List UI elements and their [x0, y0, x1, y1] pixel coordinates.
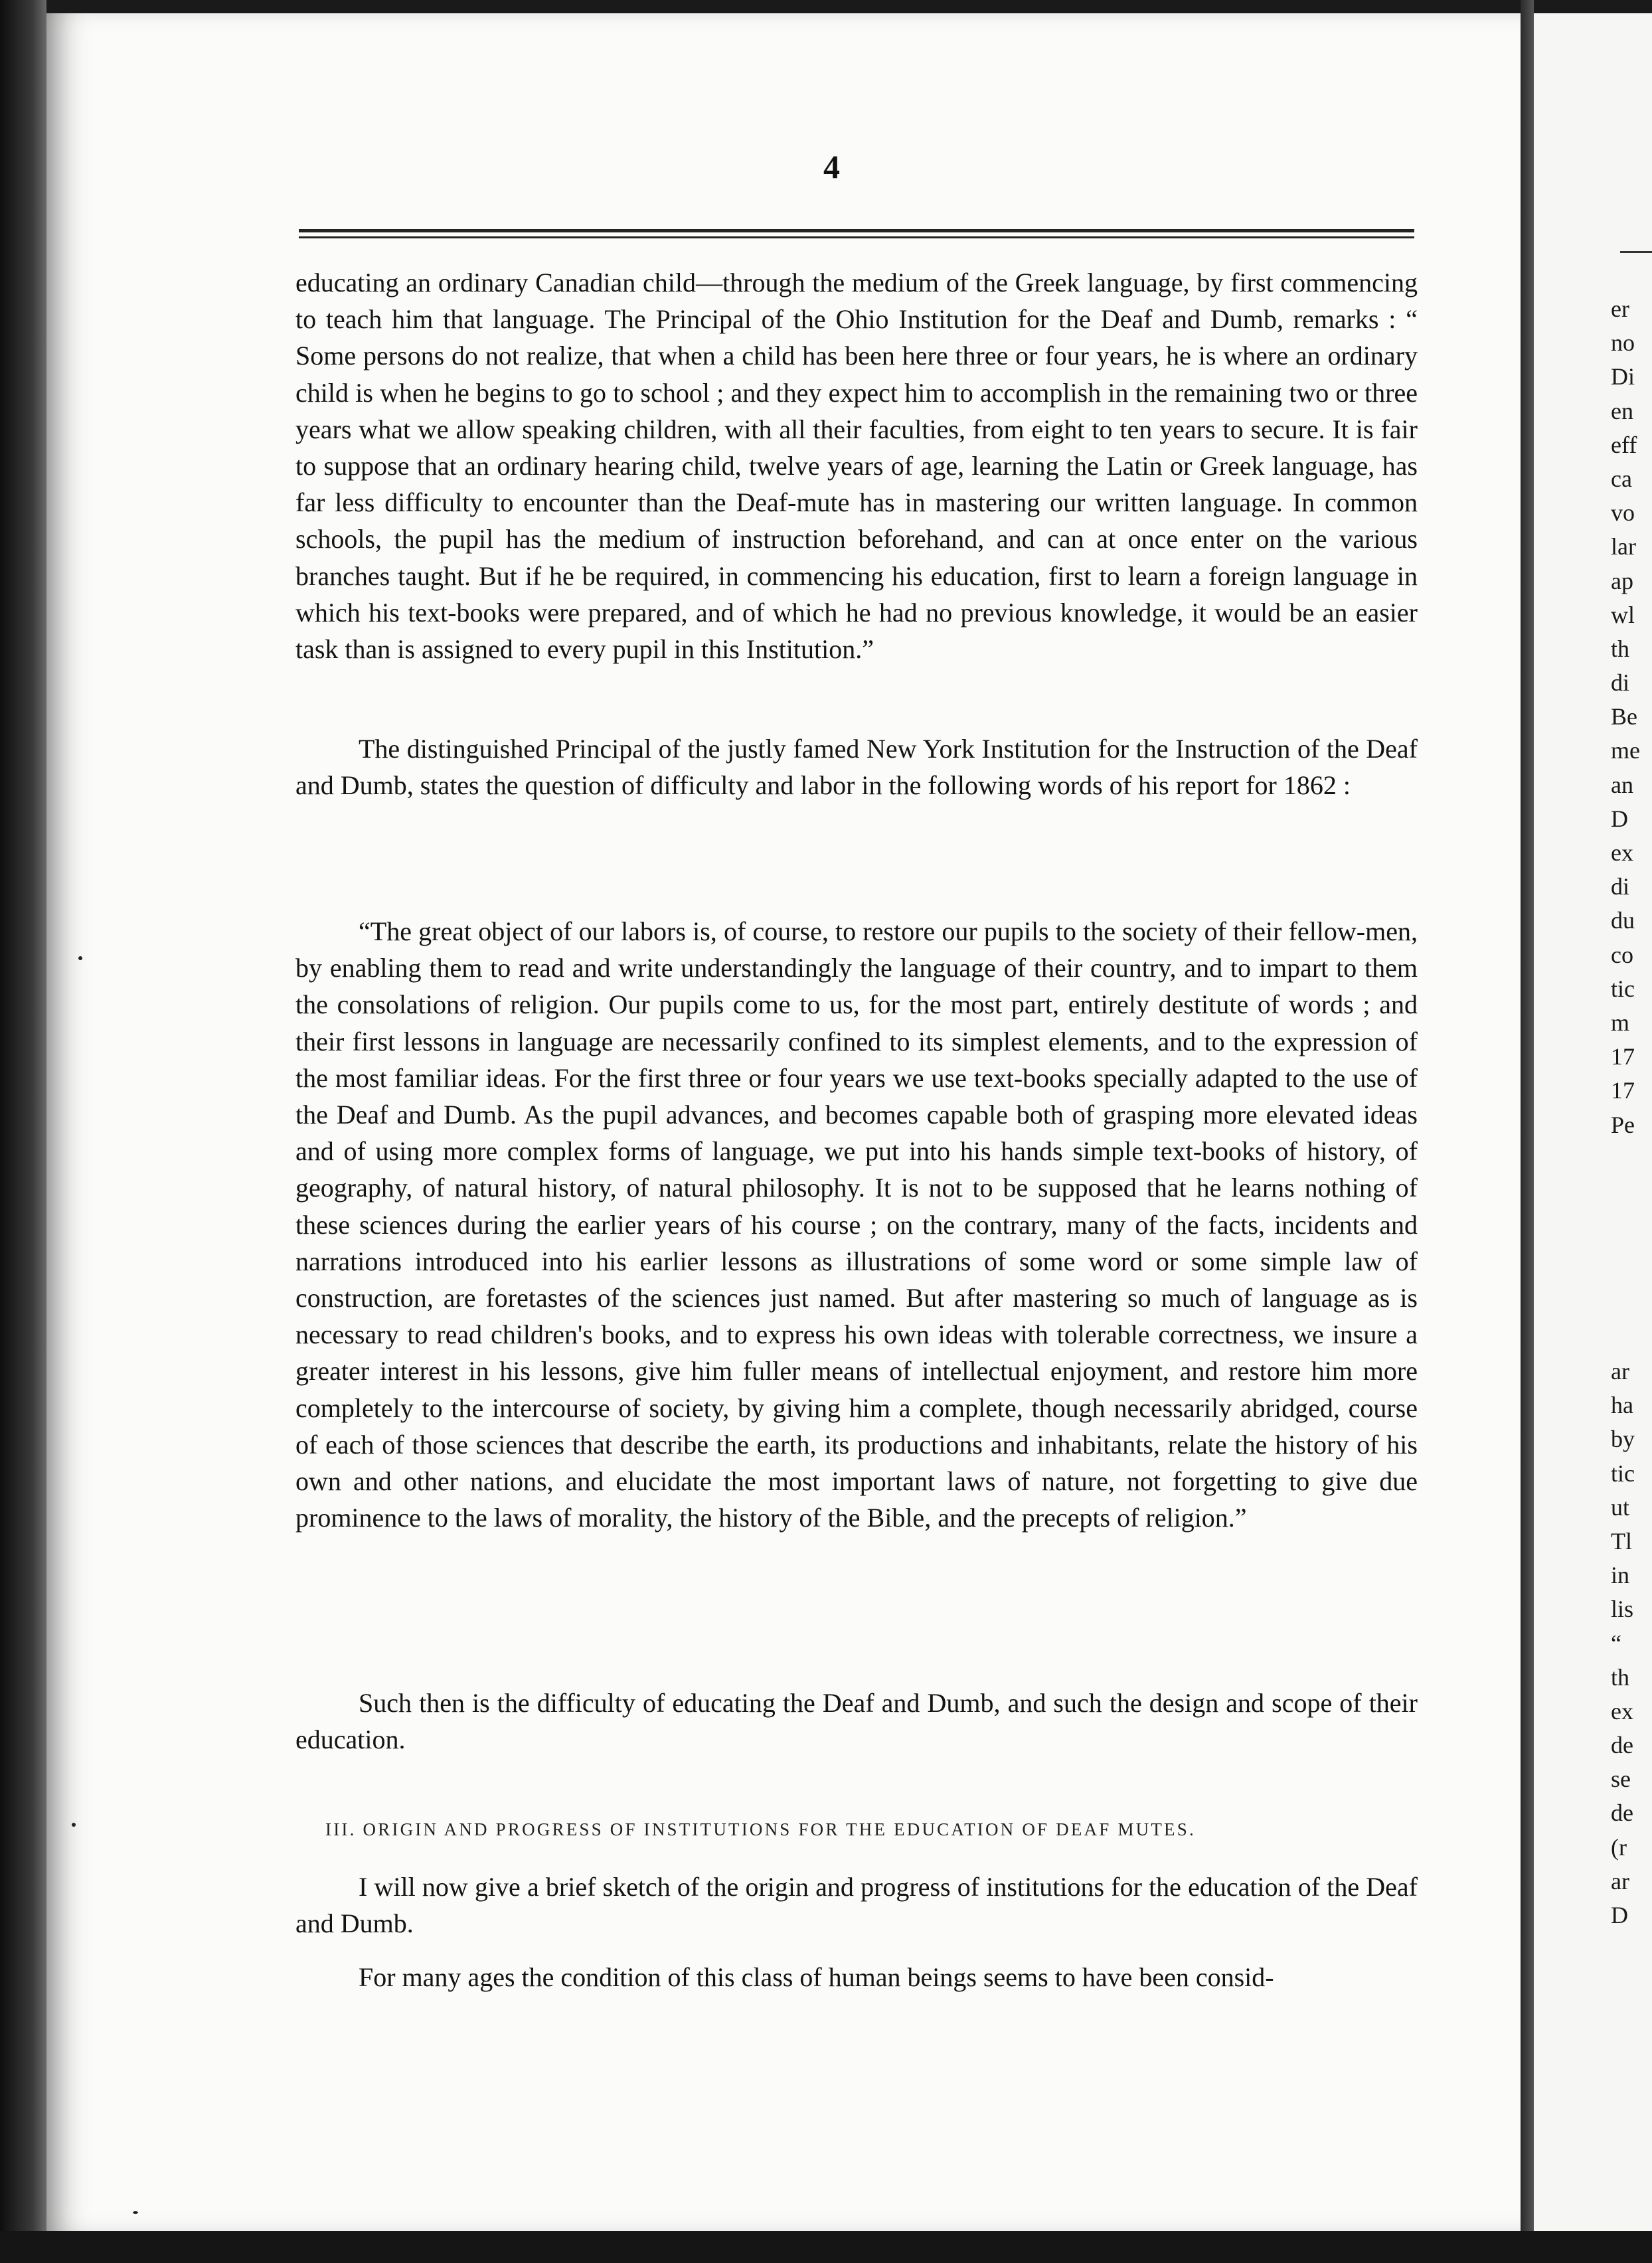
scan-left-edge [0, 0, 46, 2263]
facing-page-line-fragment: ex [1611, 1697, 1633, 1724]
facing-page-line-fragment: no [1611, 329, 1635, 357]
paragraph-many-ages [295, 1959, 1418, 1995]
header-rule-thin [299, 236, 1414, 238]
paragraph-text: The distinguished Principal of the justly famed New York Institution for the Instruction of the Deaf and Dumb, states the question of difficulty and labor in the following words of his report for 1862 : [295, 734, 1418, 801]
facing-page-line-fragment: lar [1611, 533, 1636, 560]
facing-page-line-fragment: ca [1611, 465, 1632, 492]
facing-page-line-fragment: ha [1611, 1392, 1633, 1419]
facing-page-line-fragment: Pe [1611, 1111, 1635, 1138]
scan-speck [133, 2211, 138, 2214]
facing-page-line-fragment: (r [1611, 1833, 1627, 1861]
facing-page-line-fragment: di [1611, 873, 1630, 900]
section-heading-origin-progress: III. ORIGIN AND PROGRESS OF INSTITUTIONS FOR THE EDUCATION OF DEAF MUTES. [325, 1819, 1196, 1839]
facing-page-line-fragment: Di [1611, 363, 1635, 390]
paragraph-text: I will now give a brief sketch of the origin and progress of institutions for the education of the Deaf and Dumb. [295, 1872, 1418, 1939]
facing-page-line-fragment: ex [1611, 839, 1633, 866]
facing-page-line-fragment: D [1611, 805, 1628, 832]
scan-speck [72, 1823, 76, 1827]
facing-page-line-fragment: de [1611, 1732, 1633, 1759]
page-gutter [1521, 0, 1534, 2263]
paragraph-sketch-intro [295, 1869, 1418, 1942]
facing-page-line-fragment: 17 [1611, 1043, 1635, 1070]
facing-page-text-bottom [1611, 1355, 1635, 1932]
header-rule-thick [299, 229, 1414, 232]
paragraph-text: educating an ordinary Canadian child—through the medium of the Greek language, by first commencing to teach him that language. The Principal of the Ohio Institution for the Deaf and Dumb, remarks : “ Some persons do not realize, that when a child has been here three or four years, he is where an ordinary child is when he begins to go to school ; and they expect him to accomplish in the remaining two or three years what we allow speaking children, with all their faculties, from eight to ten years to secure. It is fair to suppose that an ordinary hearing child, twelve years of age, learning the Latin or Greek language, has far less difficulty to encounter than the Deaf-mute has in mastering our written language. In common schools, the pupil has the medium of instruction beforehand, and can at once enter on the various branches taught. But if he be required, in commencing his education, first to learn a foreign language in which his text-books were prepared, and of which he had no previous knowledge, it would be an easier task than is assigned to every pupil in this Institution.” [295, 268, 1418, 665]
page-number: 4 [823, 148, 840, 185]
facing-page-line-fragment: th [1611, 635, 1630, 662]
facing-page-text-top [1611, 292, 1640, 1142]
facing-page-line-fragment: 17 [1611, 1077, 1635, 1104]
facing-page-line-fragment: wl [1611, 601, 1635, 628]
paragraph-text: Such then is the difficulty of educating the Deaf and Dumb, and such the design and scope of their education. [295, 1688, 1418, 1755]
quote-text: “The great object of our labors is, of course, to restore our pupils to the society of their fellow-men, by enabling them to read and write understandingly the language of their country, and to impart to them the consolations of religion. Our pupils come to us, for the most part, entirely destitute of words ; and their first lessons in language are necessarily confined to its simplest elements, and to the expression of the most familiar ideas. For the first three or four years we use text-books specially adapted to the use of the Deaf and Dumb. As the pupil advances, and becomes capable both of grasping more elevated ideas and of using more complex forms of language, we put into his hands simple text-books of history, of geography, of natural history, of natural philosophy. It is not to be supposed that he learns nothing of these sciences during the earlier years of his course ; on the contrary, many of the facts, incidents and narrations introduced into his earlier lessons as illustrations of some word or some simple law of construction, are foretastes of the sciences just named. But after mastering so much of language as is necessary to read children's books, and to express his own ideas with tolerable correctness, we insure a greater interest in his lessons, give him fuller means of intellectual enjoyment, and restore him more completely to the intercourse of society, by giving him a complete, though necessarily abridged, course of each of those sciences that describe the earth, its productions and inhabitants, relate the history of his own and other nations, and elucidate the most important laws of nature, not forgetting to give due prominence to the laws of morality, the history of the Bible, and the precepts of religion.” [295, 916, 1418, 1533]
facing-page-line-fragment: vo [1611, 499, 1635, 527]
facing-page-line-fragment: eff [1611, 431, 1637, 458]
scan-speck [78, 956, 82, 960]
facing-page-line-fragment: “ [1611, 1630, 1621, 1657]
facing-page-line-fragment: in [1611, 1562, 1630, 1589]
facing-page-line-fragment: Tl [1611, 1527, 1632, 1554]
facing-page-line-fragment: de [1611, 1800, 1633, 1827]
facing-page-line-fragment: er [1611, 295, 1629, 322]
block-quote-report-1862 [295, 913, 1418, 1536]
facing-page-line-fragment: en [1611, 397, 1633, 424]
facing-page-line-fragment: an [1611, 771, 1633, 798]
facing-page-line-fragment: se [1611, 1766, 1631, 1793]
paragraph-summary [295, 1685, 1418, 1758]
facing-page-rule [1620, 251, 1652, 253]
paragraph-text: For many ages the condition of this class of human beings seems to have been consid- [359, 1962, 1274, 1992]
facing-page-line-fragment: ut [1611, 1493, 1630, 1521]
facing-page-line-fragment: lis [1611, 1596, 1634, 1623]
facing-page-line-fragment: di [1611, 669, 1630, 697]
facing-page-line-fragment: m [1611, 1009, 1630, 1036]
facing-page-line-fragment: ap [1611, 567, 1633, 594]
facing-page-line-fragment: tic [1611, 975, 1635, 1002]
paragraph-new-york-intro [295, 730, 1418, 803]
facing-page-line-fragment: du [1611, 907, 1635, 934]
facing-page-line-fragment: ar [1611, 1358, 1629, 1384]
paragraph-ohio-remarks [295, 264, 1418, 667]
facing-page-line-fragment: ar [1611, 1867, 1629, 1894]
facing-page-line-fragment: D [1611, 1902, 1628, 1928]
facing-page-line-fragment: co [1611, 941, 1633, 968]
facing-page-line-fragment: by [1611, 1426, 1635, 1453]
facing-page-line-fragment: me [1611, 737, 1640, 764]
scan-bottom-edge [0, 2231, 1652, 2263]
facing-page-line-fragment: tic [1611, 1460, 1635, 1487]
facing-page-line-fragment: Be [1611, 703, 1637, 730]
facing-page-line-fragment: th [1611, 1663, 1630, 1691]
